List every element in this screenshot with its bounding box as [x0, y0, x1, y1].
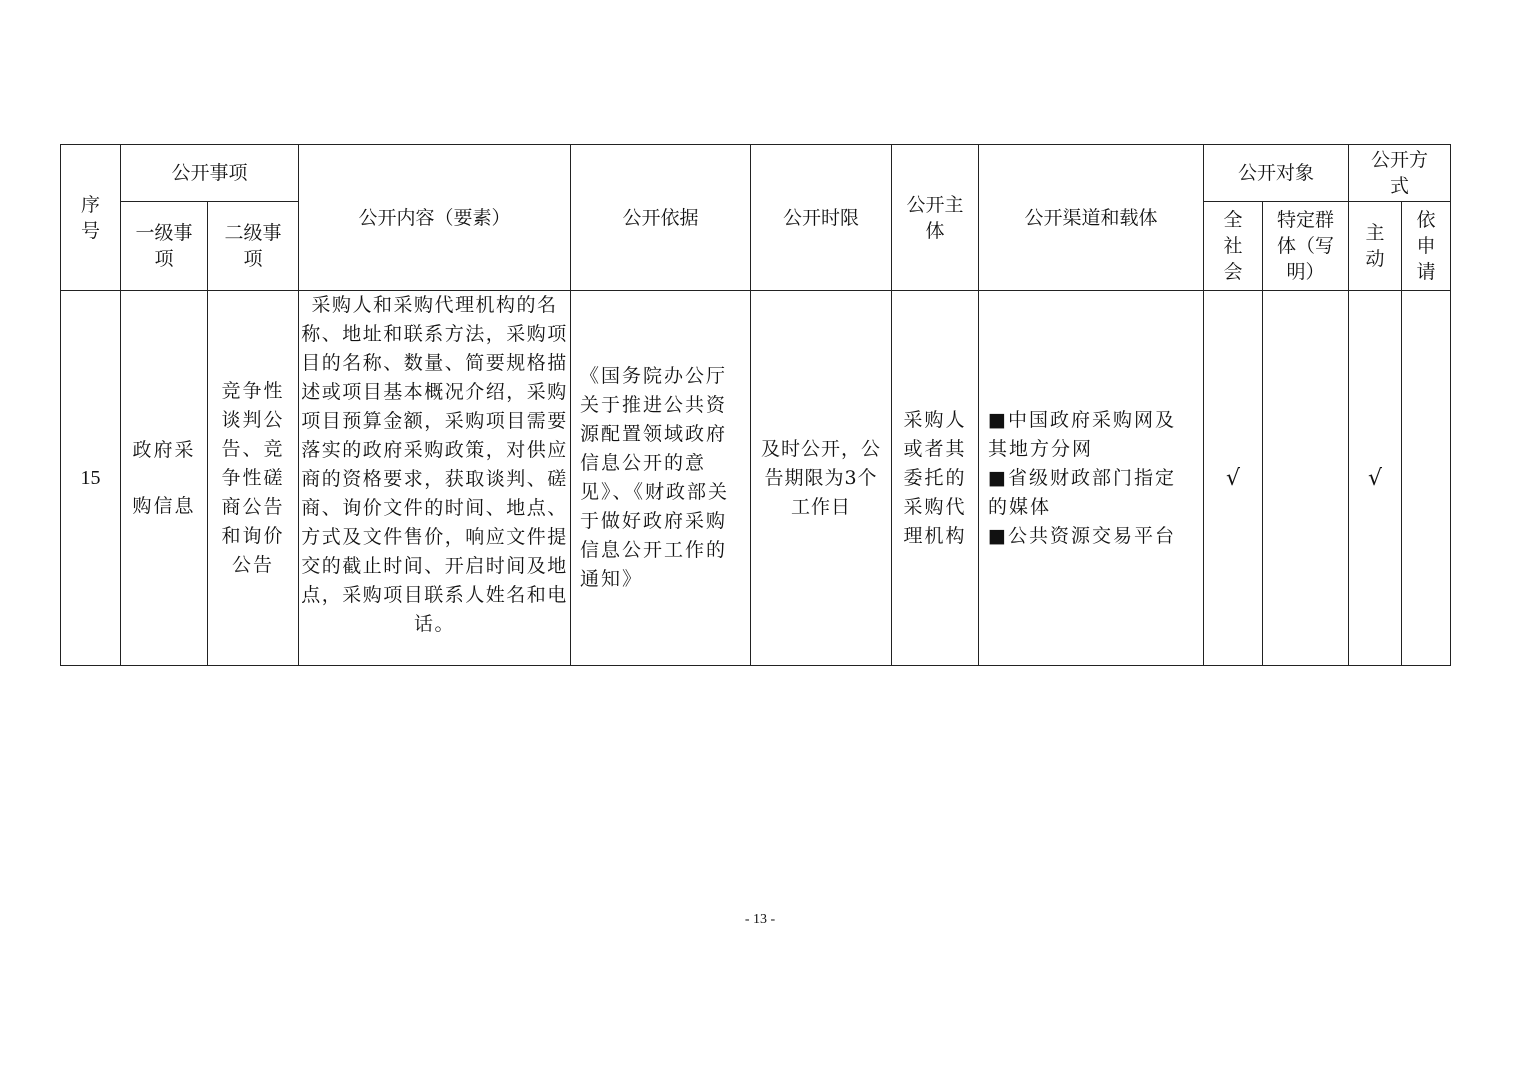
header-proactive: 主 动 [1349, 202, 1402, 291]
header-subject: 公开主 体 [892, 145, 979, 291]
header-audience-group: 公开对象 [1204, 145, 1349, 202]
row-content: 采购人和采购代理机构的名称、地址和联系方法，采购项目的名称、数量、简要规格描述或项目基本概况介绍，采购项目预算金额，采购项目需要落实的政府采购政策，对供应商的资格要求，获取谈判、磋商、询价文件的时间、地点、方式及文件售价，响应文件提交的截止时间、开启时间及地点，采购项目联系人姓名和电话。 [299, 291, 571, 666]
row-all-society-check: √ [1204, 291, 1263, 666]
row-basis: 《国务院办公厅关于推进公共资源配置领域政府信息公开的意见》、《财政部关于做好政府采购信息公开工作的通知》 [571, 291, 751, 666]
header-on-request: 依 申 请 [1402, 202, 1451, 291]
row-deadline: 及时公开，公 告期限为3个 工作日 [751, 291, 892, 666]
disclosure-table [60, 144, 1451, 666]
header-level2: 二级事 项 [208, 202, 299, 291]
row-level1: 政府采 购信息 [121, 291, 208, 666]
row-on-request [1402, 291, 1451, 666]
header-method-group: 公开方 式 [1349, 145, 1451, 202]
row-seq: 15 [61, 291, 121, 666]
header-level1: 一级事 项 [121, 202, 208, 291]
header-content: 公开内容（要素） [299, 145, 571, 291]
page-number: - 13 - [744, 912, 776, 927]
row-level2: 竞争性 谈判公 告、竞 争性磋 商公告 和询价 公告 [208, 291, 299, 666]
header-specific-group: 特定群 体（写 明） [1263, 202, 1349, 291]
header-deadline: 公开时限 [751, 145, 892, 291]
row-subject: 采购人 或者其 委托的 采购代 理机构 [892, 291, 979, 666]
row-proactive-check: √ [1349, 291, 1402, 666]
header-channel: 公开渠道和载体 [979, 145, 1204, 291]
table-row [61, 291, 1451, 666]
row-specific-group [1263, 291, 1349, 666]
header-seq: 序 号 [61, 145, 121, 291]
header-all-society: 全 社 会 [1204, 202, 1263, 291]
header-basis: 公开依据 [571, 145, 751, 291]
row-channel: ■中国政府采购网及其地方分网 ■省级财政部门指定的媒体 ■公共资源交易平台 [979, 291, 1204, 666]
header-items-group: 公开事项 [121, 145, 299, 202]
